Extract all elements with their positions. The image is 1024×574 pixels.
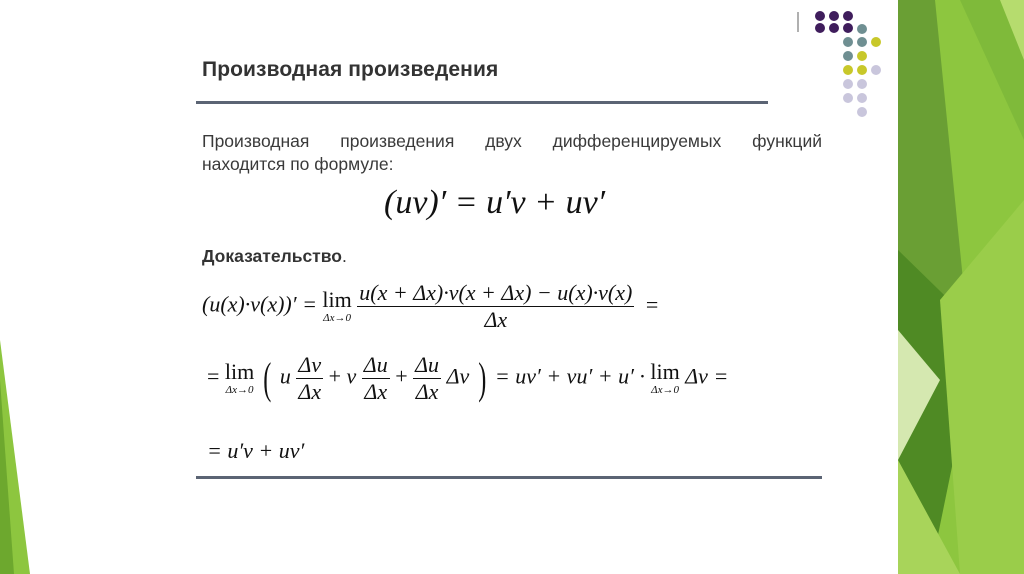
bottom-rule: [196, 476, 822, 479]
line2-lead: =: [207, 363, 220, 389]
line1-lhs: (u(x)·v(x))′ =: [202, 291, 317, 317]
intro-text: [202, 130, 822, 176]
line2-rhs: = uv′ + vu′ + u′ ·: [494, 363, 645, 389]
line3-result: = u′v + uv′: [207, 438, 305, 463]
line2-end: Δv =: [685, 363, 729, 389]
slide-title: Производная произведения: [202, 58, 499, 81]
limit: lim Δx→0: [322, 287, 352, 324]
header-divider: [797, 12, 799, 32]
frac-dv-dx: $\frac{\Delta v}{\Delta x}$: [298, 352, 322, 404]
frac-du-dx-2: $\frac{\Delta u}{\Delta x}$: [415, 352, 440, 404]
limit: lim Δx→0: [224, 359, 255, 396]
line1-numerator: u(x + Δx)·v(x + Δx) − u(x)·v(x): [359, 280, 633, 305]
proof-line-3: [207, 438, 304, 464]
line1-denominator: Δx: [484, 307, 508, 332]
decorative-dots: [812, 8, 892, 128]
line1-fraction: [357, 280, 634, 333]
line1-equals: =: [645, 291, 659, 317]
proof-heading: [202, 246, 347, 267]
proof-dot: .: [341, 246, 347, 266]
proof-line-2: = lim Δx→0 ( u $\frac{\Delta v}{\Delta x}$ + v $\frac{\Delta u}{\Delta x}$ + $\frac{\Delta u}{\Delta x}$ Δv ) = uv′ + vu′ + u′ · lim Δx→0 Δv =: [207, 352, 729, 404]
var-u: u: [279, 363, 291, 389]
intro-line-2: находится по формуле:: [202, 154, 394, 174]
var-v: v: [346, 363, 357, 389]
limit: lim Δx→0: [650, 359, 680, 396]
proof-line-1: [202, 280, 658, 333]
proof-label: Доказательство: [202, 246, 342, 266]
title-underline: [196, 101, 768, 104]
product-rule-formula: (uv)′ = u′v + uv′: [384, 184, 606, 221]
delta-v: Δv: [446, 363, 470, 389]
frac-du-dx: $\frac{\Delta u}{\Delta x}$: [363, 352, 388, 404]
intro-line-1: Производная произведения двух дифференцируемых функций: [202, 131, 822, 151]
